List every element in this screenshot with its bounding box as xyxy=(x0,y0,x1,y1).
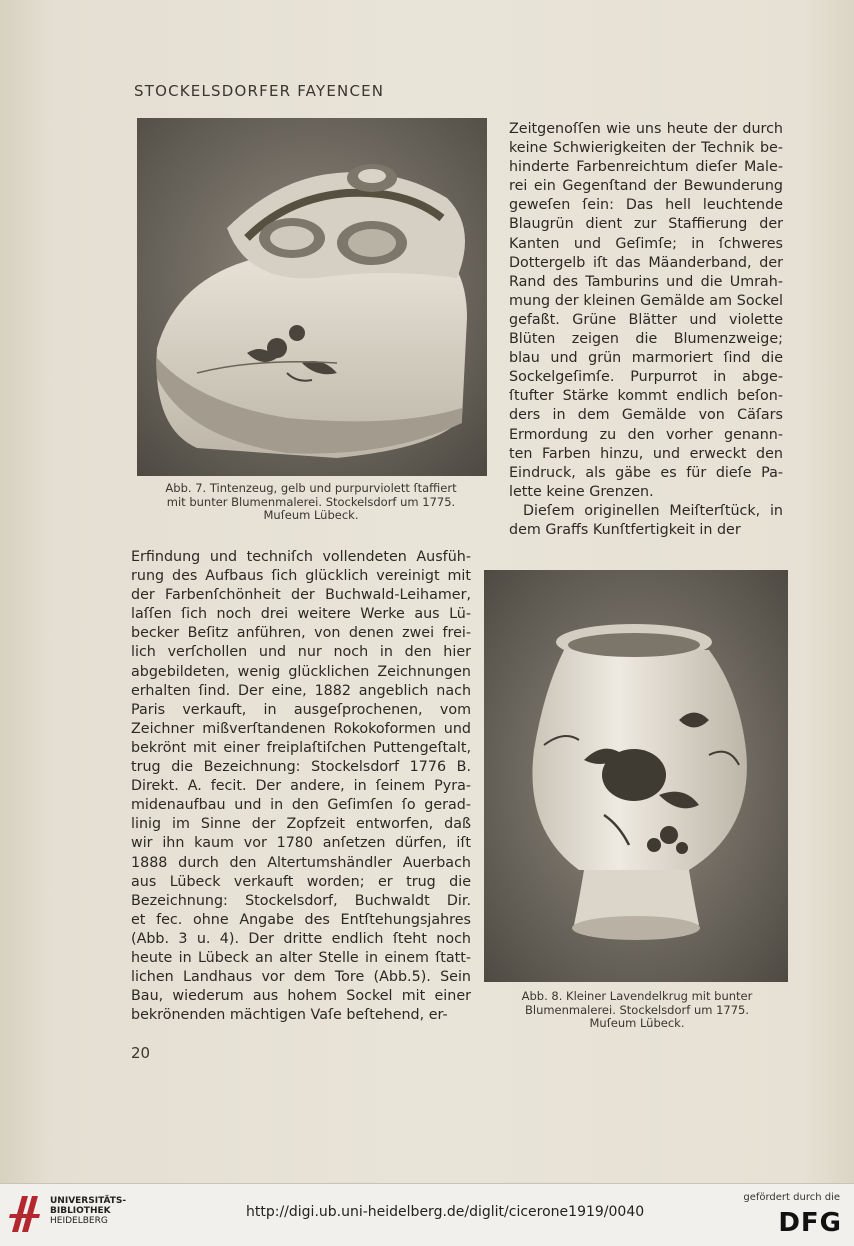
text-line: dem Graffs Kunſtfertigkeit in der xyxy=(509,521,741,538)
text-line: aus Lübeck verkauft worden; er trug die xyxy=(131,873,471,890)
page-number: 20 xyxy=(131,1044,151,1062)
text-line: blau und grün marmoriert ſind die xyxy=(509,350,783,367)
text-line: ſtufter Stärke kommt endlich beſon- xyxy=(509,388,783,405)
text-line: Zeitgenoſſen wie uns heute der durch xyxy=(509,121,783,137)
text-line: lichen Landhaus vor dem Tore (Abb.5). Sein xyxy=(131,969,471,986)
text-line: Erfindung und techniſch vollendeten Ausfüh- xyxy=(131,549,471,565)
text-line: becker Beſitz anführen, von denen zwei frei- xyxy=(131,625,471,642)
viewer-footer xyxy=(0,1183,854,1246)
text-line: mung der kleinen Gemälde am Sockel xyxy=(509,292,783,309)
text-line: ten Farben hinzu, und erweckt den xyxy=(509,445,783,462)
text-line: erhalten ſind. Der eine, 1882 angeblich nach xyxy=(131,682,471,699)
text-line: wir ihn kaum vor 1780 anſetzen dürfen, iſt xyxy=(131,835,471,852)
text-line: Kanten und Geſimſe; in ſchweres xyxy=(509,235,783,252)
figure-7-photo-inkstand xyxy=(137,118,487,476)
text-line: keine Schwierigkeiten der Technik be- xyxy=(509,140,783,157)
text-line: der Farbenſchönheit der Buchwald-Leihamer, xyxy=(131,587,471,604)
figure-7-caption xyxy=(130,482,492,523)
text-line: midenaufbau und in den Geſimſen ſo gerad- xyxy=(131,797,471,814)
text-line: Rand des Tamburins und die Umrah- xyxy=(509,273,783,290)
caption-line: Abb. 8. Kleiner Lavendelkrug mit bunter xyxy=(521,989,753,1003)
left-column-text xyxy=(131,548,471,1025)
inkstand-illustration xyxy=(137,118,487,476)
text-line: Ermordung zu den vorher genann- xyxy=(509,426,783,443)
text-line: trug die Bezeichnung: Stockelsdorf 1776 B. xyxy=(131,759,471,776)
text-line: gefaßt. Grüne Blätter und violette xyxy=(509,311,783,328)
text-line: Blüten zeigen die Blumenzweige; xyxy=(509,331,783,348)
text-line: lette keine Grenzen. xyxy=(509,483,654,500)
text-line: rei ein Gegenſtand der Bewunderung xyxy=(509,178,783,195)
text-line: lich verſchollen und nur noch in den hier xyxy=(131,644,471,661)
text-line: 1888 durch den Altertumshändler Auerbach xyxy=(131,854,471,871)
text-line: Direkt. A. fecit. Der andere, in ſeinem Pyra- xyxy=(131,778,471,795)
jug-illustration xyxy=(484,570,788,982)
text-line: Dottergelb iſt das Mäanderband, der xyxy=(509,254,783,271)
text-line: Dieſem originellen Meiſterſtück, in xyxy=(523,502,783,519)
permalink-url[interactable]: http://digi.ub.uni-heidelberg.de/diglit/cicerone1919/0040 xyxy=(246,1204,645,1220)
figure-8-photo-lavender-jug xyxy=(484,570,788,982)
text-line: heute in Lübeck an alter Stelle in einem ſtatt- xyxy=(131,949,471,966)
text-line: Sockelgeſimſe. Purpurrot in abge- xyxy=(509,369,783,386)
caption-line: Muſeum Lübeck. xyxy=(589,1016,685,1030)
university-library-name[interactable] xyxy=(50,1196,126,1226)
text-line: ders in dem Gemälde von Cäſars xyxy=(509,407,783,424)
text-line: rung des Aufbaus ſich glücklich vereinigt mit xyxy=(131,568,471,585)
text-line: laſſen ſich noch drei weitere Werke aus Lü- xyxy=(131,606,471,623)
text-line: geweſen ſein: Das hell leuchtende xyxy=(509,197,783,214)
university-library-logo-icon[interactable] xyxy=(8,1192,42,1236)
text-line: Bau, wiederum aus hohem Sockel mit einer xyxy=(131,988,471,1005)
text-line: linig im Sinne der Zopfzeit entworfen, daß xyxy=(131,816,471,833)
library-city: HEIDELBERG xyxy=(50,1216,108,1226)
text-line: Zeichner mißverſtandenen Rokokoformen und xyxy=(131,720,471,737)
text-line: abgebildeten, wenig glücklichen Zeichnungen xyxy=(131,663,471,680)
caption-line: Muſeum Lübeck. xyxy=(263,508,359,522)
text-line: Paris verkauft, in ausgeſprochenen, vom xyxy=(131,701,471,718)
text-line: Blaugrün dient zur Staffierung der xyxy=(509,216,783,233)
caption-line: Abb. 7. Tintenzeug, gelb und purpurviolett ſtaffiert xyxy=(165,481,457,495)
caption-line: mit bunter Blumenmalerei. Stockelsdorf um 1775. xyxy=(166,494,456,509)
running-head: STOCKELSDORFER FAYENCEN xyxy=(134,82,385,100)
text-line: bekrönenden mächtigen Vaſe beſtehend, er- xyxy=(131,1007,448,1024)
dfg-logo[interactable]: DFG xyxy=(778,1208,842,1238)
library-name-line: UNIVERSITÄTS- xyxy=(50,1196,127,1206)
text-line: (Abb. 3 u. 4). Der dritte endlich ſteht noch xyxy=(131,930,471,947)
library-name-line: BIBLIOTHEK xyxy=(50,1206,111,1216)
text-line: Eindruck, als gäbe es für dieſe Pa- xyxy=(509,464,783,481)
funding-label: gefördert durch die xyxy=(743,1192,840,1203)
figure-8-caption xyxy=(482,990,792,1031)
right-column-text xyxy=(509,120,783,540)
text-line: hinderte Farbenreichtum dieſer Male- xyxy=(509,159,783,176)
caption-line: Blumenmalerei. Stockelsdorf um 1775. xyxy=(524,1002,750,1017)
text-line: et fec. ohne Angabe des Entſtehungsjahres xyxy=(131,911,471,928)
text-line: Bezeichnung: Stockelsdorf, Buchwaldt Dir. xyxy=(131,892,471,909)
text-line: bekrönt mit einer freiplaſtiſchen Puttengeſtalt, xyxy=(131,739,471,756)
